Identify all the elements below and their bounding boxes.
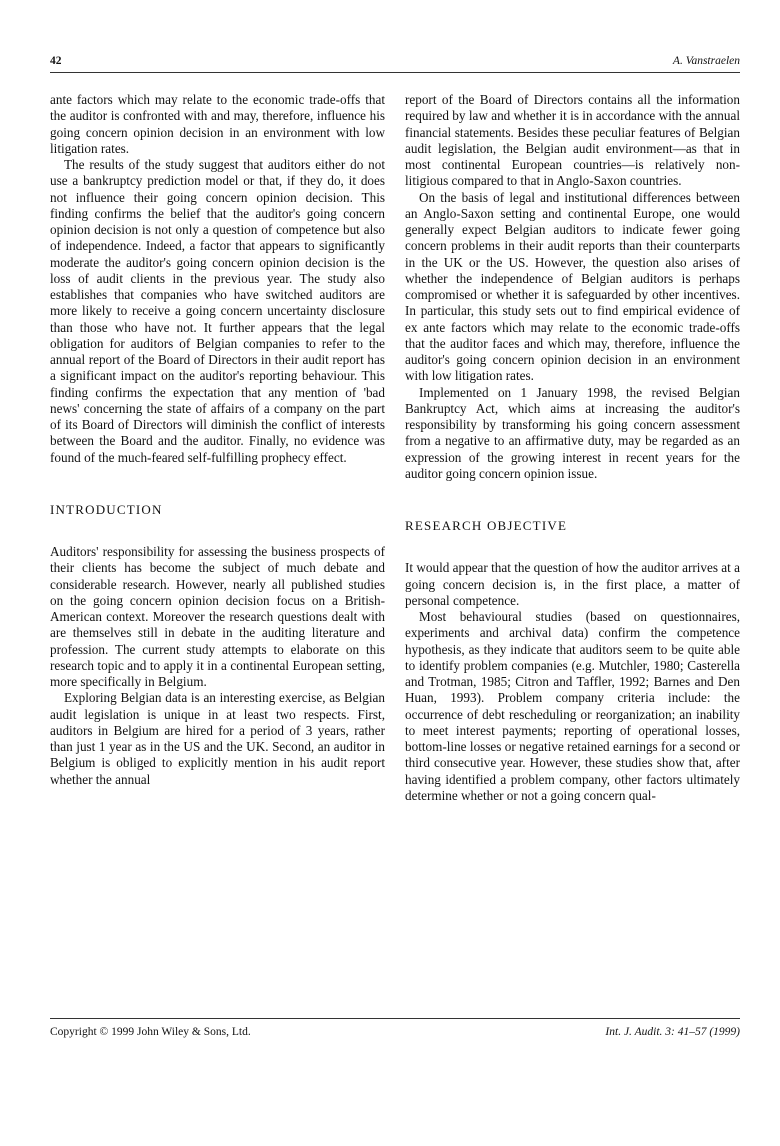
right-column — [405, 92, 740, 804]
running-head — [50, 55, 740, 71]
body-paragraph: ante factors which may relate to the economic trade-offs that the auditor is confronted with and may, therefore, influence his going concern opinion decision in an environment with low litigation rates. — [50, 92, 385, 156]
copyright-notice: Copyright © 1999 John Wiley & Sons, Ltd. — [50, 1026, 251, 1038]
body-paragraph: Most behavioural studies (based on questionnaires, experiments and archival data) confirm the competence hypothesis, as they indicate that auditors seem to be quite able to identify problem companies (e.g. Mutchler, 1980; Casterella and Trotman, 1985; Citron and Taffler, 1992; Barnes and Den Huan, 1993). Problem company criteria include: the occurrence of debt rescheduling or reorganization; an inability to meet interest payments; reporting of operational losses, bottom-line losses or negative retained earnings for a second or third consecutive year. However, these studies show that, after having identified a problem company, other factors ultimately determine whether or not a going concern qual- — [405, 609, 740, 803]
left-column — [50, 92, 385, 788]
section-heading-research-objective: RESEARCH OBJECTIVE — [405, 518, 568, 533]
running-author: A. Vanstraelen — [672, 55, 740, 67]
journal-citation: Int. J. Audit. 3: 41–57 (1999) — [605, 1026, 740, 1038]
body-paragraph: On the basis of legal and institutional differences between an Anglo-Saxon setting and continental Europe, one would generally expect Belgian auditors to indicate fewer going concern problems in their audit reports than their counterparts in the UK or the US. However, the question also arises of whether the independence of Belgian auditors is perhaps compromised or whether it is safeguarded by other incentives. In particular, this study sets out to find empirical evidence of ex ante factors which may relate to the economic trade-offs that the auditor faces and which may, therefore, influence the auditor's going concern opinion decision in an environment with low litigation rates. — [405, 189, 740, 384]
body-paragraph: Auditors' responsibility for assessing the business prospects of their clients has become the subject of much debate and considerable research. However, nearly all published studies on the going concern opinion decision focus on a British-American context. Moreover the research questions dealt with are themselves still in debate in the auditing literature and profession. The current study attempts to elaborate on this research topic and to apply it in a continental European setting, more specifically in Belgium. — [50, 544, 385, 689]
page-number: 42 — [50, 55, 62, 67]
body-paragraph: The results of the study suggest that auditors either do not use a bankruptcy prediction model or that, if they do, it does not influence their going concern opinion decision. This finding confirms the belief that the auditor's going concern opinion decision is not only a question of competence but also of independence. Indeed, a factor that appears to significantly moderate the auditor's going concern opinion decision is the loss of audit clients in the previous year. The study also establishes that companies who have switched auditors are more likely to receive a going concern uncertainty disclosure than those who have not. It further appears that the legal obligation for auditors of Belgian companies to refer to the annual report of the Board of Directors in their audit report has a significant impact on the auditor's reporting behaviour. This finding confirms the expectation that any mention of 'bad news' concerning the state of affairs of a company on the part of its Board of Directors will diminish the conflict of interests between the Board and the auditor. Finally, no evidence was found of the much-feared self-fulfilling prophecy effect. — [50, 157, 385, 465]
section-heading-introduction: INTRODUCTION — [50, 501, 163, 517]
body-paragraph: It would appear that the question of how the auditor arrives at a going concern decision is, in the first place, a matter of personal competence. — [405, 560, 740, 608]
body-paragraph: Exploring Belgian data is an interesting exercise, as Belgian audit legislation is unique in at least two respects. First, auditors in Belgium are hired for a period of 3 years, rather than just 1 year as in the US and the UK. Second, an auditor in Belgium is obliged to explicitly mention in his audit report whether the annual — [50, 690, 385, 787]
body-paragraph: report of the Board of Directors contains all the information required by law and whether it is in accordance with the annual financial statements. Besides these peculiar features of Belgian audit legislation, the Belgian audit environment—as that in most continental European countries—is relatively non-litigious compared to that in Anglo-Saxon countries. — [405, 92, 740, 189]
header-rule — [50, 72, 740, 73]
body-paragraph: Implemented on 1 January 1998, the revised Belgian Bankruptcy Act, which aims at increasing the auditor's responsibility by transforming his going concern assessment from a negative to an affirmative duty, may be regarded as an expression of the growing interest in recent years for the auditor going concern opinion issue. — [405, 384, 740, 481]
footer-rule — [50, 1018, 740, 1019]
